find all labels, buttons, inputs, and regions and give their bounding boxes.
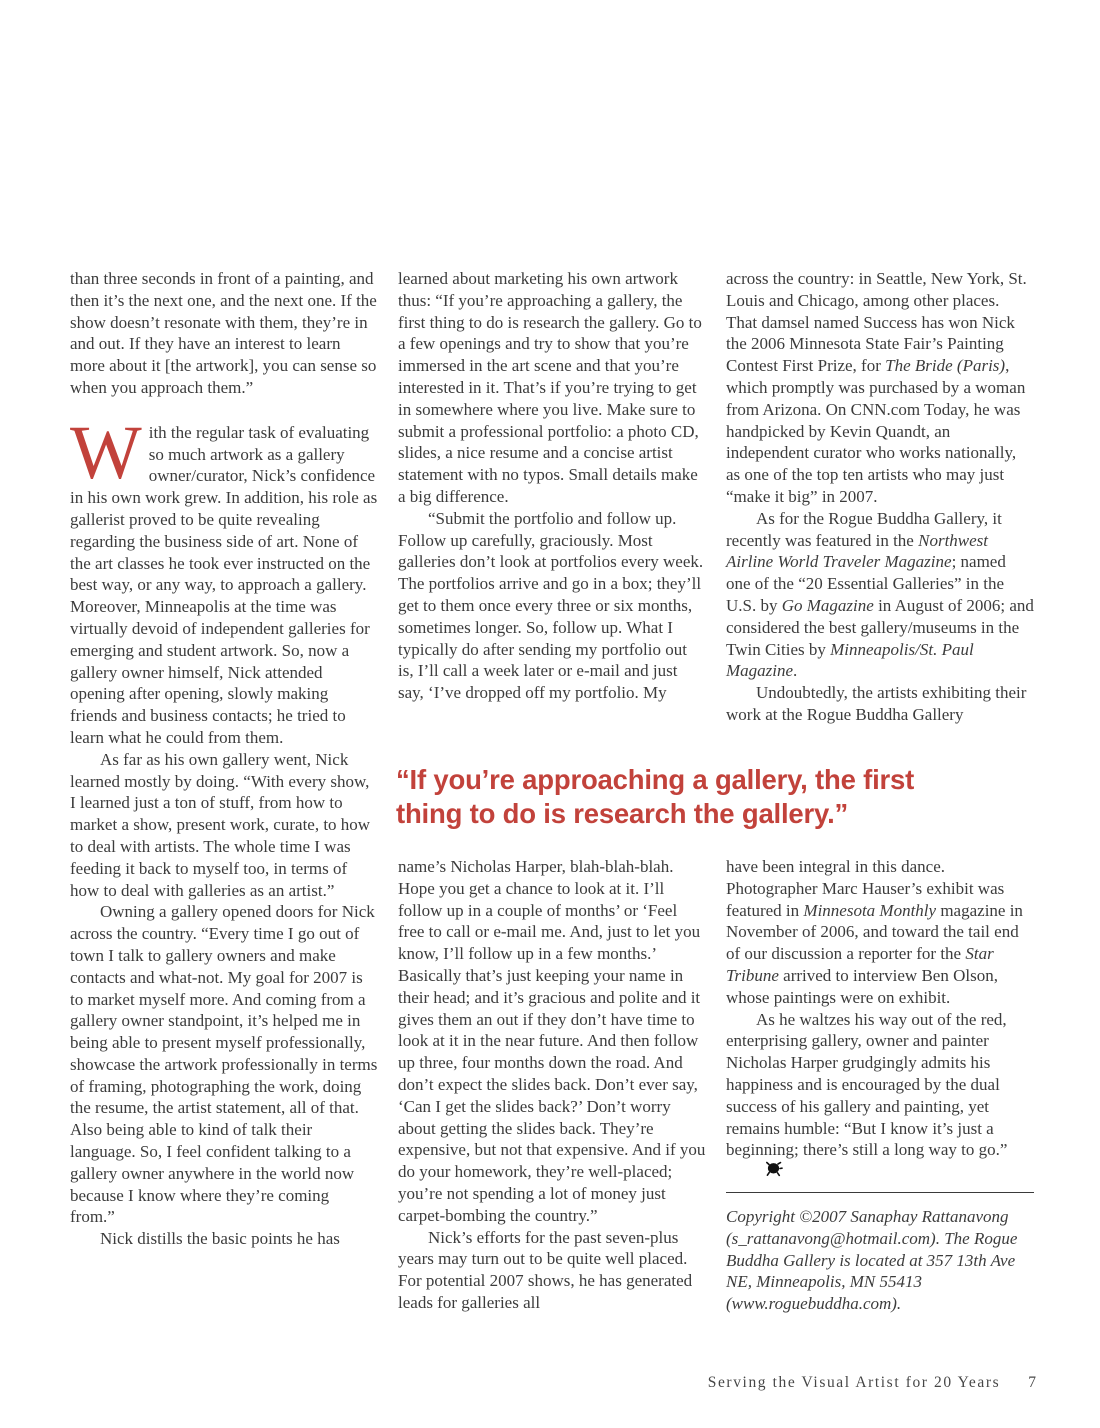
paragraph: have been integral in this dance. Photographer Marc Hauser’s exhibit was featured in Minnesota Monthly magazine in November of 2006, and toward the tail end of our discussion a reporter for the Star Tribune arrived to interview Ben Olson, whose paintings were on exhibit. (726, 857, 1023, 1007)
text-column-1 (70, 268, 378, 1250)
paragraph: As far as his own gallery went, Nick learned mostly by doing. “With every show, I learned just a ton of stuff, from how to market a show, present work, curate, to how to deal with artists. The whole time I was feeding it back to myself too, in terms of how to deal with galleries as an artist.” (70, 749, 371, 900)
turtle-end-mark-icon (735, 1161, 783, 1183)
drop-cap-letter: W (70, 410, 142, 495)
pull-quote: “If you’re approaching a gallery, the first thing to do is research the gallery.” (396, 764, 915, 829)
footer-tagline: Serving the Visual Artist for 20 Years (707, 1374, 1001, 1391)
text-column-2-bottom (398, 856, 706, 1314)
paragraph: name’s Nicholas Harper, blah-blah-blah. Hope you get a chance to look at it. I’ll follow up in a couple of months’ or ‘Feel free to call or e-mail me. And, just to let you know, I’ll follow up in a few months.’ Basically that’s just keeping your name in their head; and it’s gracious and polite and it gives them an out if they don’t have time to look at it in the near future. And then follow up three, four months down the road. And don’t expect the slides back. Don’t ever say, ‘Can I get the slides back?’ Don’t worry about getting the slides back. They’re expensive, but not that expensive. And if you do your homework, they’re well-placed; you’re not spending a lot of money just carpet-bombing the country.” (398, 857, 706, 1225)
paragraph: than three seconds in front of a painting, and then it’s the next one, and the next one. If the show doesn’t resonate with them, they’re in and out. If they have an interest to learn more about it [the artwork], you can sense so when you approach them.” (70, 269, 377, 397)
text-column-3-top (726, 268, 1034, 726)
paragraph: Copyright ©2007 Sanaphay Rattanavong (s_rattanavong@hotmail.com). The Rogue Buddha Gallery is located at 357 13th Ave NE, Minneapolis, MN 55413 (www.roguebuddha.com). (726, 1206, 1018, 1314)
page-number: 7 (1028, 1374, 1036, 1391)
paragraph: Undoubtedly, the artists exhibiting their work at the Rogue Buddha Gallery (726, 683, 1027, 724)
paragraph: As for the Rogue Buddha Gallery, it recently was featured in the Northwest Airline World Traveler Magazine; named one of the “20 Essential Galleries” in the U.S. by Go Magazine in August of 2006; and considered the best gallery/museums in the Twin Cities by Minneapolis/St. Paul Magazine. (726, 508, 1034, 681)
column-3-body-text (726, 856, 1034, 1183)
paragraph: Nick distills the basic points he has (100, 1229, 340, 1249)
paragraph: As he waltzes his way out of the red, enterprising gallery, owner and painter Nicholas Harper grudgingly admits his happiness and is encouraged by the dual success of his gallery and painting, yet remains humble: “But I know it’s just a beginning; there’s still a long way to go.” (726, 1009, 1034, 1183)
paragraph: Nick’s efforts for the past seven-plus years may turn out to be quite well placed. For potential 2007 shows, he has generated leads for galleries all (398, 1227, 693, 1312)
text-column-2-top (398, 268, 706, 704)
end-rule-divider (726, 1192, 1034, 1193)
text-column-3-bottom (726, 856, 1034, 1315)
paragraph: Owning a gallery opened doors for Nick across the country. “Every time I go out of town I talk to gallery owners and make contacts and what-not. My goal for 2007 is to market myself more. And coming from a gallery owner standpoint, it’s helped me in being able to present myself professionally, showcase the artwork professionally in terms of framing, photographing the work, doing the resume, the artist statement, all of that. Also being able to kind of talk their language. So, I feel confident talking to a gallery owner anywhere in the world now because I know where they’re coming from.” (70, 902, 378, 1227)
paragraph: across the country: in Seattle, New York, St. Louis and Chicago, among other places. That damsel named Success has won Nick the 2006 Minnesota State Fair’s Painting Contest First Prize, for The Bride (Paris), which promptly was purchased by a woman from Arizona. On CNN.com Today, he was handpicked by Kevin Quandt, an independent curator who works nationally, as one of the top ten artists who may just “make it big” in 2007. (726, 269, 1027, 506)
paragraph: With the regular task of evaluating so much artwork as a gallery owner/curator, Nick’s confidence in his own work grew. In addition, his role as gallerist proved to be quite revealing regarding the business side of art. None of the art classes he took ever instructed on the best way, or any way, to approach a gallery. Moreover, Minneapolis at the time was virtually devoid of independent galleries for emerging and student artwork. So, now a gallery owner himself, Nick attended opening after opening, slowly making friends and business contacts; he tried to learn what he could from them. (70, 410, 378, 747)
paragraph: learned about marketing his own artwork thus: “If you’re approaching a gallery, the first thing to do is research the gallery. Go to a few openings and try to show that you’re immersed in the art scene and that you’re interested in it. That’s if you’re trying to get in somewhere where you live. Make sure to submit a professional portfolio: a photo CD, slides, a nice resume and a concise artist statement with no typos. Small details make a big difference. (398, 269, 702, 506)
page-footer (70, 1374, 1036, 1392)
copyright-notice (726, 1206, 1034, 1315)
paragraph: “Submit the portfolio and follow up. Follow up carefully, graciously. Most galleries don’t look at portfolios every week. The portfolios arrive and go in a box; they’ll get to them once every three or six months, sometimes longer. So, follow up. What I typically do after sending my portfolio out is, I’ll call a week later or e-mail and just say, ‘I’ve dropped off my portfolio. My (398, 508, 704, 703)
